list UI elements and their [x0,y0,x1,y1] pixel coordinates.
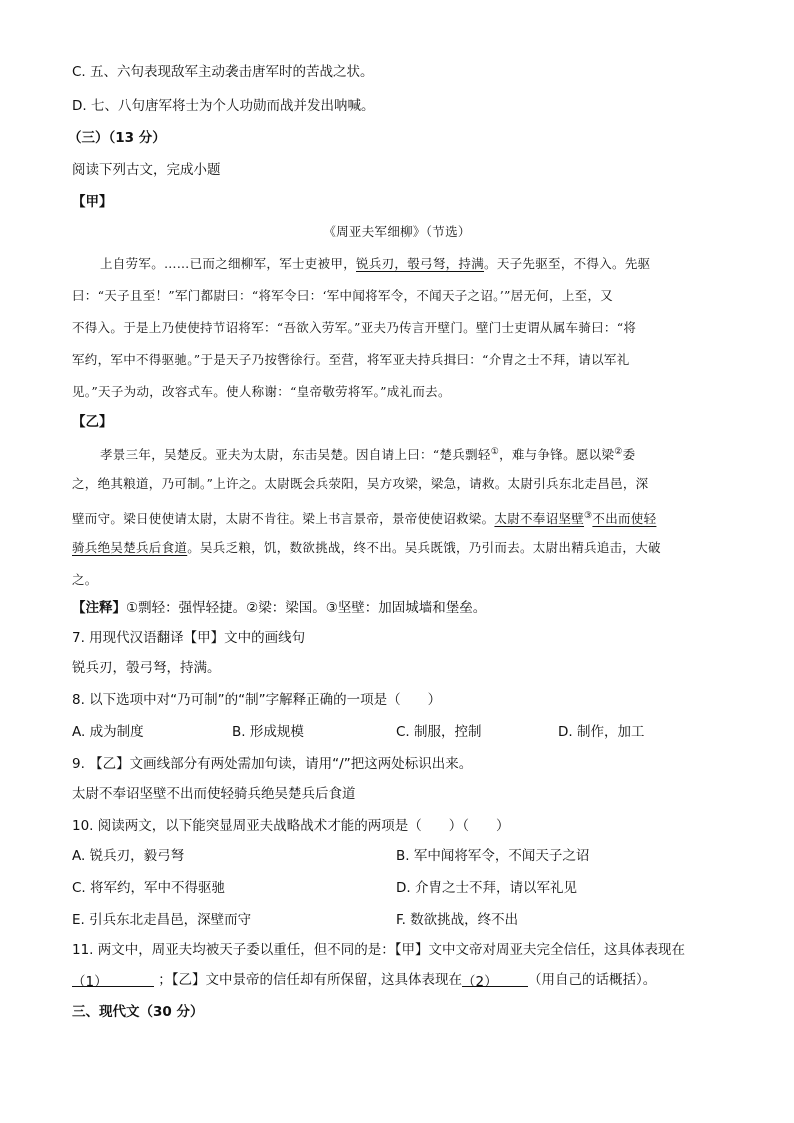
q8-stem: 8. 以下选项中对“乃可制”的“制”字解释正确的一项是（ ） [72,692,442,708]
passage-jia-line-3: 不得入。于是上乃使使持节诏将军：“吾欲入劳军。”亚夫乃传言开壁门。壁门士吏谓从属车骑曰：“将 [72,320,637,335]
q11-line-1: 11. 两文中，周亚夫均被天子委以重任，但不同的是：【甲】文中文帝对周亚夫完全信任，这具体表现在 [72,942,686,958]
underlined-sentence-yi: 不出而使轻 [592,511,657,527]
q11-line-2 [72,970,656,990]
q7-stem: 7. 用现代汉语翻译【甲】文中的画线句 [72,630,306,646]
passage-jia-title: 《周亚夫军细柳》（节选） [323,224,471,239]
answer-blank-2[interactable] [462,972,528,990]
passage-yi-line-5: 之。 [72,572,98,587]
footnote-marker: ② [614,447,623,457]
passage-jia-line-2: 曰：“天子且至！”军门都尉曰：“将军令曰：‘军中闻将军令，不闻天子之诏。’”居无何，上至，又 [72,288,614,303]
answer-blank-1[interactable] [72,972,154,990]
passage-jia-line-5: 见。”天子为动，改容式车。使人称谢：“皇帝敬劳将军。”成礼而去。 [72,384,451,399]
q9-sentence: 太尉不奉诏坚壁不出而使轻骑兵绝吴楚兵后食道 [72,786,356,802]
q10-option-c: C. 将军约，军中不得驱驰 [72,880,226,896]
section-3-heading: （三）（13 分） [68,130,166,146]
passage-text: 。天子先驱至，不得入。先驱 [484,256,651,271]
notes-text: ①剽轻：强悍轻捷。②梁：梁国。③坚壁：加固城墙和堡垒。 [126,600,487,616]
passage-yi-line-3 [72,506,656,529]
passage-yi-line-4 [72,538,661,558]
underlined-sentence-yi: 太尉不奉诏坚壁 [494,511,585,527]
q7-sentence: 锐兵刃，彀弓弩，持满。 [72,660,221,676]
passage-text: 。吴兵乏粮，饥，数欲挑战，终不出。吴兵既饿，乃引而去。太尉出精兵追击，大破 [187,540,661,555]
q10-option-b: B. 军中闻将军令，不闻天子之诏 [396,848,590,864]
q8-option-d: D. 制作，加工 [558,724,645,740]
passage-yi-line-1 [100,442,635,465]
passage-yi-label: 【乙】 [72,414,113,430]
q11-text: （用自己的话概括）。 [528,972,657,988]
footnote-marker: ③ [584,511,593,521]
passage-yi-line-2: 之，绝其粮道，乃可制。”上许之。太尉既会兵荥阳，吴方攻梁，梁急，请救。太尉引兵东北走昌邑，深 [72,476,649,491]
notes [72,598,486,618]
notes-label: 【注释】 [72,600,126,616]
passage-jia-line-4: 军约，军中不得驱驰。”于是天子乃按辔徐行。至营，将军亚夫持兵揖曰：“介胄之士不拜，请以军礼 [72,352,630,367]
passage-text: ，难与争锋。愿以梁 [499,447,615,463]
q10-option-e: E. 引兵东北走昌邑，深壁而守 [72,912,252,928]
q8-option-b: B. 形成规模 [232,724,304,740]
passage-text: 孝景三年，吴楚反。亚夫为太尉，东击吴楚。因自请上曰：“楚兵剽轻 [100,447,491,463]
passage-text: 上自劳军。……已而之细柳军，军士吏被甲， [100,256,357,271]
passage-jia-label: 【甲】 [72,194,113,210]
section-modern-heading: 三、现代文（30 分） [72,1004,204,1020]
passage-jia-line-1 [100,254,650,274]
passage-text: 壁而守。梁日使使请太尉，太尉不肯往。梁上书言景帝，景帝使使诏救梁。 [72,511,495,527]
q10-stem: 10. 阅读两文，以下能突显周亚夫战略战术才能的两项是（ ）（ ） [72,818,510,834]
q10-option-a: A. 锐兵刃，毅弓弩 [72,848,185,864]
passage-text: 委 [622,447,636,463]
q10-option-f: F. 数欲挑战，终不出 [396,912,519,928]
q9-stem: 9. 【乙】文画线部分有两处需加句读，请用“/”把这两处标识出来。 [72,756,473,772]
section-3-intro: 阅读下列古文，完成小题 [72,162,221,178]
blank-label: （2） [462,974,498,990]
q10-option-d: D. 介胄之士不拜，请以军礼见 [396,880,577,896]
blank-label: （1） [72,974,108,990]
q11-text: ；【乙】文中景帝的信任却有所保留，这具体表现在 [158,972,463,988]
q6-option-c: C. 五、六句表现敌军主动袭击唐军时的苦战之状。 [72,64,374,80]
q8-option-a: A. 成为制度 [72,724,144,740]
q8-option-c: C. 制服，控制 [396,724,482,740]
underlined-sentence-yi: 骑兵绝吴楚兵后食道 [72,540,188,555]
footnote-marker: ① [490,447,500,457]
q6-option-d: D. 七、八句唐军将士为个人功勋而战并发出呐喊。 [72,98,375,114]
underlined-sentence-jia: 锐兵刃，彀弓弩，持满 [356,256,485,271]
